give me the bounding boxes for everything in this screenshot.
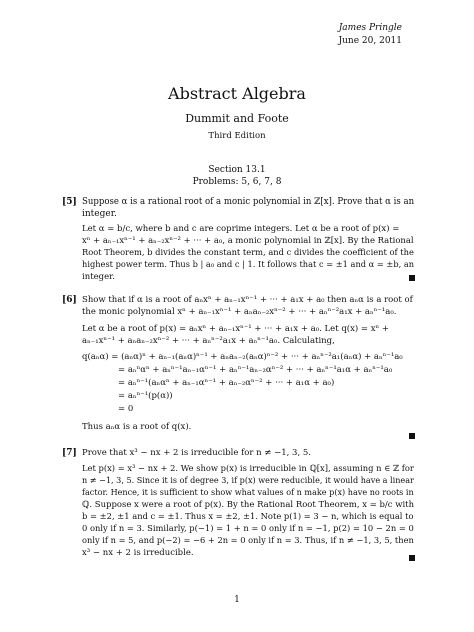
problem-5-proof-line: integer. — [82, 272, 115, 282]
problem-5-statement-line: integer. — [82, 209, 117, 219]
qed-square — [409, 546, 415, 565]
problem-7-proof-line: n ≠ −1, 3, 5. Since it is of degree 3, if p(x) were reducible, it would have a linear — [82, 476, 414, 486]
problem-5-proof-line: Let α = b/c, where b and c are coprime integers. Let α be a root of p(x) = — [82, 224, 400, 234]
book-title: Dummit and Foote — [185, 112, 289, 125]
problem-7-proof-line: b = ±2, ±1 and c = ±1. Thus x = ±2, ±1. Note p(1) = 3 − n, which is equal to — [82, 512, 414, 522]
qed-square — [409, 424, 415, 443]
problem-7-statement: Prove that x³ − nx + 2 is irreducible for n ≠ −1, 3, 5. — [82, 448, 311, 458]
problem-6-proof-line: aₙ₋₁xⁿ⁻¹ + aₙaₙ₋₂xⁿ⁻² + ··· + aₙⁿ⁻²a₁x + aₙⁿ⁻¹a₀. Calculating, — [82, 336, 335, 346]
problem-7-proof-line: factor. Hence, it is sufficient to show what values of n make p(x) have no roots in — [82, 488, 414, 498]
problem-6-proof-line: Let α be a root of p(x) = aₙxⁿ + aₙ₋₁xⁿ⁻¹ + ··· + a₁x + a₀. Let q(x) = xⁿ + — [82, 324, 390, 334]
problem-6-conclusion: Thus aₙα is a root of q(x). — [82, 422, 192, 432]
problem-number-6: [6] — [62, 295, 77, 305]
problem-7-proof-line: Let p(x) = x³ − nx + 2. We show p(x) is irreducible in ℚ[x], assuming n ∈ ℤ for — [82, 464, 414, 474]
problem-6-statement-line: the monic polynomial xⁿ + aₙ₋₁xⁿ⁻¹ + aₙaₙ₋₂xⁿ⁻² + ··· + aₙⁿ⁻²a₁x + aₙⁿ⁻¹a₀. — [82, 307, 397, 317]
problem-6-statement-line: Show that if α is a root of aₙxⁿ + aₙ₋₁xⁿ⁻¹ + ··· + a₁x + a₀ then aₙα is a root of — [82, 295, 413, 305]
problem-7-proof-line: ℚ. Suppose x were a root of p(x). By the Rational Root Theorem, x = b/c with — [82, 500, 415, 510]
edition: Third Edition — [208, 131, 266, 141]
section-label: Section 13.1 — [208, 165, 266, 175]
calculation-line: = aₙⁿ⁻¹(p(α)) — [118, 391, 173, 401]
problem-5-statement-line: Suppose α is a rational root of a monic polynomial in ℤ[x]. Prove that α is an — [82, 197, 415, 207]
author: James Pringle — [338, 23, 402, 33]
problem-number-7: [7] — [62, 448, 77, 458]
problem-7-proof-line: 0 only if n = 3. Similarly, p(−1) = 1 + n = 0 only if n = −1, p(2) = 10 − 2n = 0 — [82, 524, 414, 534]
problem-7-proof-line: only if n = 5, and p(−2) = −6 + 2n = 0 only if n = 3. Thus, if n ≠ −1, 3, 5, then — [82, 536, 414, 546]
page-title: Abstract Algebra — [168, 84, 306, 103]
problem-number-5: [5] — [62, 197, 77, 207]
calculation-line: = aₙⁿαⁿ + aₙⁿ⁻¹aₙ₋₁αⁿ⁻¹ + aₙⁿ⁻¹aₙ₋₂αⁿ⁻² + ··· + aₙⁿ⁻¹a₁α + aₙⁿ⁻¹a₀ — [118, 365, 393, 375]
problem-7-proof-line: x³ − nx + 2 is irreducible. — [82, 548, 194, 558]
page-number: 1 — [234, 595, 240, 605]
problems-label: Problems: 5, 6, 7, 8 — [192, 177, 282, 187]
qed-square — [409, 266, 415, 285]
problem-5-proof-line: xⁿ + aₙ₋₁xⁿ⁻¹ + aₙ₋₂xⁿ⁻² + ··· + a₀, a monic polynomial in ℤ[x]. By the Rational — [82, 236, 414, 246]
calculation-line: = 0 — [118, 404, 134, 414]
problem-5-proof-line: Root Theorem, b divides the constant term, and c divides the coefficient of the — [82, 248, 414, 258]
problem-5-proof-line: highest power term. Thus b | a₀ and c | 1. It follows that c = ±1 and α = ±b, an — [82, 260, 415, 270]
calculation-line: = aₙⁿ⁻¹(aₙαⁿ + aₙ₋₁αⁿ⁻¹ + aₙ₋₂αⁿ⁻² + ··· + a₁α + a₀) — [118, 378, 335, 388]
calculation-line: q(aₙα) = (aₙα)ⁿ + aₙ₋₁(aₙα)ⁿ⁻¹ + aₙaₙ₋₂(aₙα)ⁿ⁻² + ··· + aₙⁿ⁻²a₁(aₙα) + aₙⁿ⁻¹a₀ — [82, 352, 403, 362]
date: June 20, 2011 — [338, 36, 402, 46]
